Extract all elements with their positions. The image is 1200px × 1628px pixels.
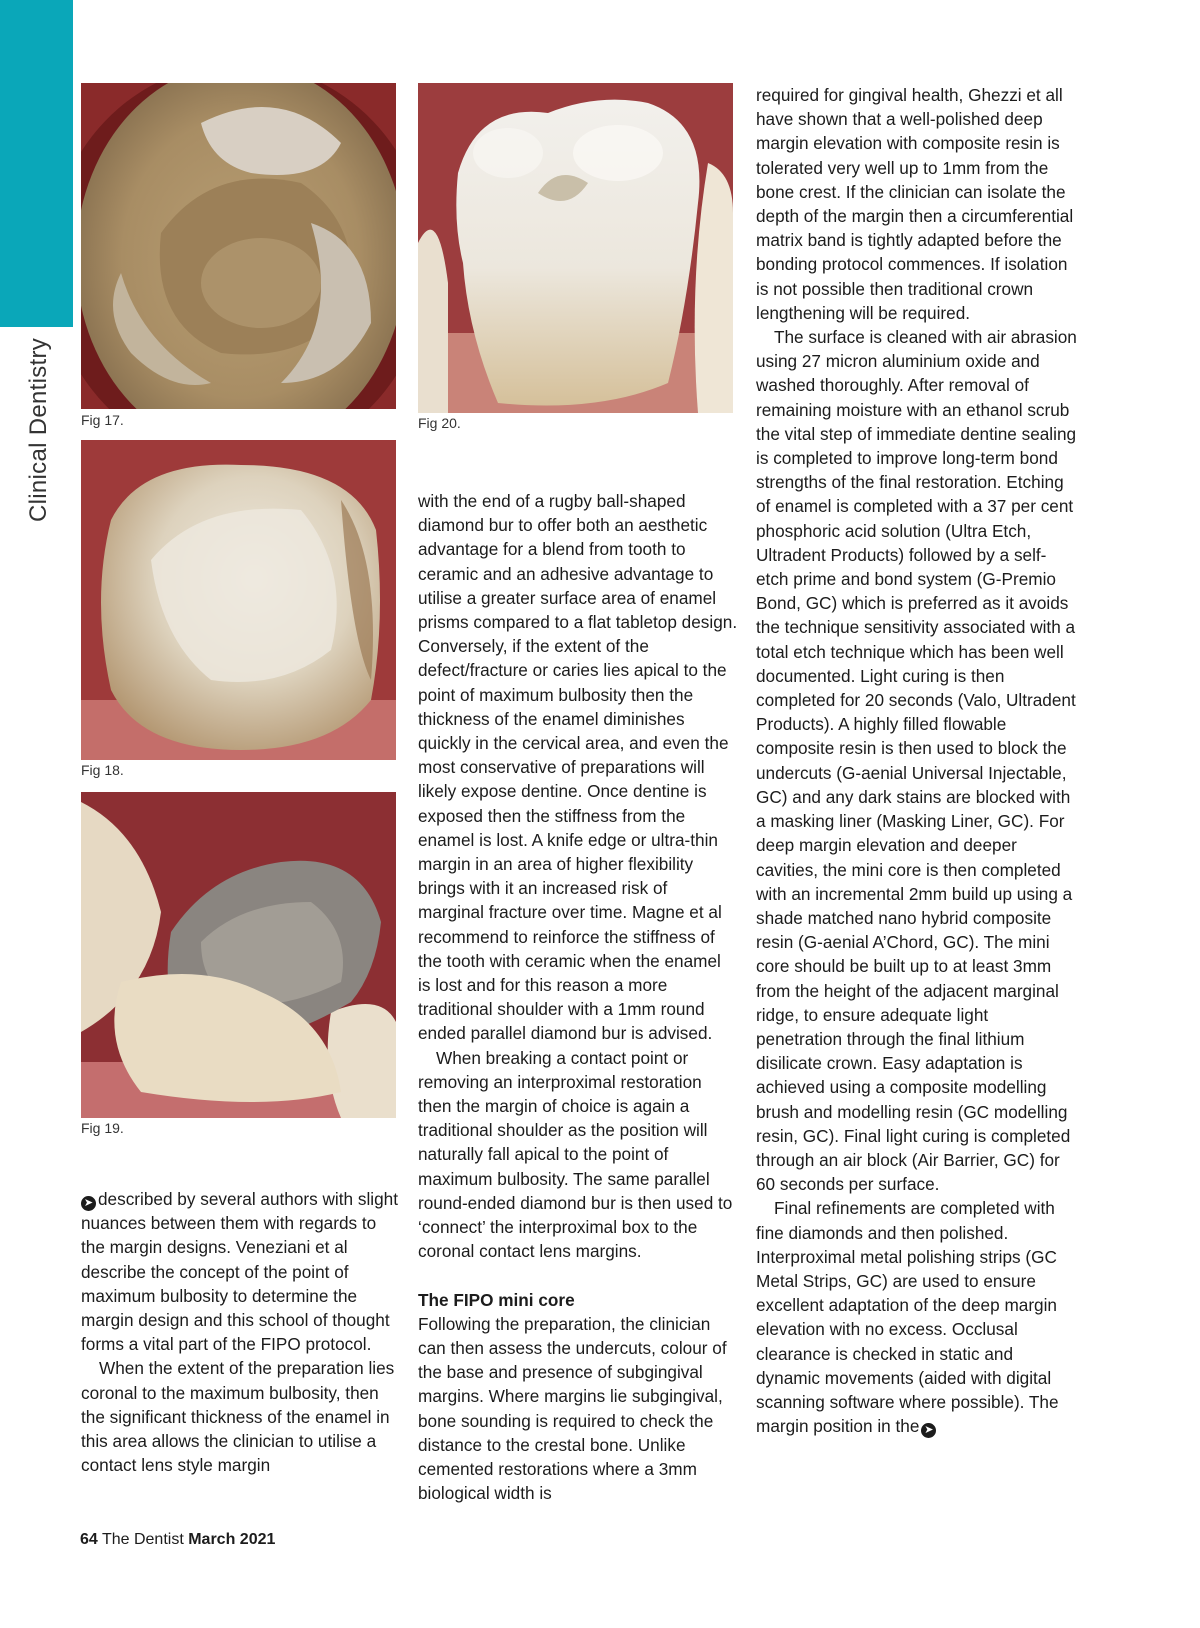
section-heading: The FIPO mini core [418,1289,575,1310]
fig20-photo [418,83,733,413]
fig18-caption: Fig 18. [81,762,124,778]
fig18-photo [81,440,396,760]
section-color-tab [0,0,73,327]
page-number: 64 [80,1531,98,1548]
col3-paragraph-1: required for gingival health, Ghezzi et all have shown that a well-polished deep margin elevation with composite resin is tolerated very well up to 1mm from the bone crest. If the clinician can isolate the depth of the margin then a circumferential matrix band is tightly adapted before the bonding protocol commences. If isolation is not possible then traditional crown lengthening will be required. [756,85,1074,323]
continued-arrow-icon: ➤ [921,1423,936,1438]
column-3-text [756,83,1078,1438]
fig19-photo [81,792,396,1118]
fig20-caption: Fig 20. [418,415,461,431]
column-1-text [81,1187,401,1477]
col2-paragraph-2: When breaking a contact point or removing an interproximal restoration then the margin of choice is again a traditional shoulder as the position will naturally fall apical to the point of maximum bulbosity. The same parallel round-ended diamond bur is then used to ‘connect’ the interproximal box to the coronal contact lens margins. [418,1047,733,1262]
section-label [20,330,50,530]
column-2-text [418,489,738,1505]
issue-date: March 2021 [188,1531,276,1548]
publication-name: The Dentist [101,1531,184,1548]
col3-paragraph-3: Final refinements are completed with fine diamonds and then polished. Interproximal metal polishing strips (GC Metal Strips, GC) are used to ensure excellent adaptation of the deep margin elevation with no excess. Occlusal clearance is checked in static and dynamic movements (aided with digital scanning software where possible). The margin position in the ➤ [756,1198,1059,1437]
col1-paragraph-1: ➤ described by several authors with slight nuances between them with regards to the margin designs. Veneziani et al describe the concept of the point of maximum bulbosity to determine the margin design and this school of thought forms a vital part of the FIPO protocol. [81,1189,398,1355]
page-footer [80,1531,275,1549]
fig19-caption: Fig 19. [81,1120,124,1136]
fig17-caption: Fig 17. [81,412,124,428]
col1-paragraph-2: When the extent of the preparation lies coronal to the maximum bulbosity, then the significant thickness of the enamel in this area allows the clinician to utilise a contact lens style margin [81,1358,395,1476]
fig17-photo [81,83,396,409]
section-label-text: Clinical Dentistry [25,337,52,522]
col2-paragraph-3: Following the preparation, the clinician can then assess the undercuts, colour of the base and presence of subgingival margins. Where margins lie subgingival, bone sounding is required to check the distance to the crestal bone. Unlike cemented restorations where a 3mm biological width is [418,1313,727,1504]
col3-paragraph-2: The surface is cleaned with air abrasion using 27 micron aluminium oxide and washed thoroughly. After removal of remaining moisture with an ethanol scrub the vital step of immediate dentine sealing is completed to improve long-term bond strengths of the final restoration. Etching of enamel is completed with a 37 per cent phosphoric acid solution (Ultra Etch, Ultradent Products) followed by a self-etch prime and bond system (G-Premio Bond, GC) which is preferred as it avoids the technique sensitivity associated with a total etch technique which has been well documented. Light curing is then completed for 20 seconds (Valo, Ultradent Products). A highly filled flowable composite resin is then used to block the undercuts (G-aenial Universal Injectable, GC) and any dark stains are blocked with a masking liner (Masking Liner, GC). For deep margin elevation and deeper cavities, the mini core is then completed with an incremental 2mm build up using a shade matched nano hybrid composite resin (G-aenial A’Chord, GC). The mini core should be built up to at least 3mm from the height of the adjacent marginal ridge, to ensure adequate light penetration through the final lithium disilicate crown. Easy adaptation is achieved using a composite modelling brush and modelling resin (GC modelling resin, GC). Final light curing is completed through an air block (Air Barrier, GC) for 60 seconds per surface. [756,327,1077,1195]
continued-from-arrow-icon: ➤ [81,1196,96,1211]
col2-paragraph-1: with the end of a rugby ball-shaped diamond bur to offer both an aesthetic advantage for a blend from tooth to ceramic and an adhesive advantage to utilise a greater surface area of enamel prisms compared to a flat tabletop design. Conversely, if the extent of the defect/fracture or caries lies apical to the point of maximum bulbosity then the thickness of the enamel diminishes quickly in the cervical area, and even the most conservative of preparations will likely expose dentine. Once dentine is exposed then the stiffness from the enamel is lost. A knife edge or ultra-thin margin in an area of higher flexibility brings with it an increased risk of marginal fracture over time. Magne et al recommend to reinforce the stiffness of the tooth with ceramic when the enamel is lost and for this reason a more traditional shoulder with a 1mm round ended parallel diamond bur is advised. [418,491,738,1044]
